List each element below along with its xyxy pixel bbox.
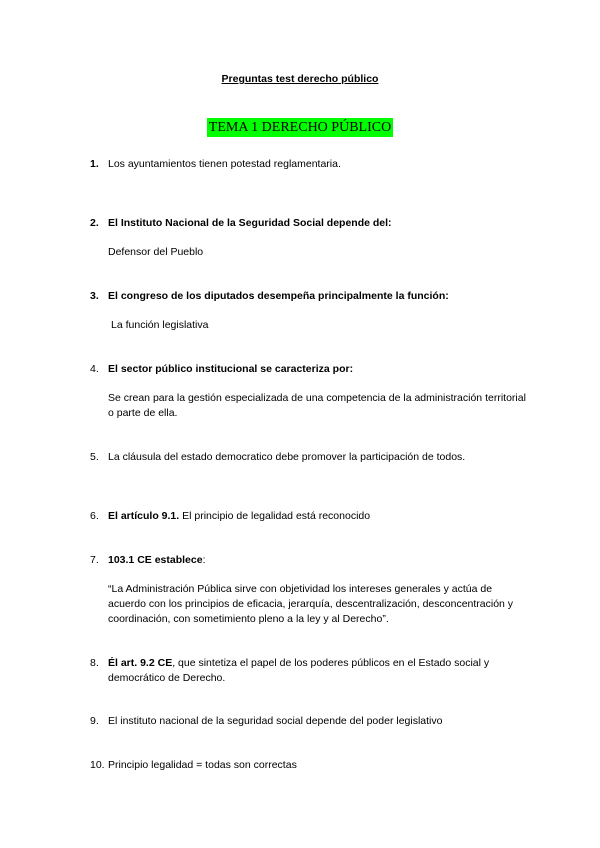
question-number: 10. — [90, 759, 105, 771]
question-text: Los ayuntamientos tienen potestad reglamentaria. — [108, 158, 341, 170]
question-rest: , que sintetiza el papel de los poderes públicos en el Estado social y democrático de Derecho. — [108, 657, 490, 684]
question-10 — [90, 758, 530, 773]
question-text — [108, 553, 530, 568]
question-number: 7. — [90, 554, 99, 566]
question-rest: : — [202, 554, 206, 566]
question-bold-part: 103.1 CE establece — [108, 554, 203, 566]
question-text: La cláusula del estado democratico debe promover la participación de todos. — [108, 451, 466, 463]
question-2 — [90, 216, 530, 231]
question-8 — [90, 656, 530, 686]
question-bold-part: Él art. 9.2 CE — [108, 657, 173, 669]
question-number: 8. — [90, 657, 99, 669]
question-6 — [90, 509, 530, 524]
question-bold-part: El artículo 9.1. — [108, 510, 180, 522]
question-1 — [90, 157, 530, 172]
topic-heading-wrap — [0, 118, 600, 137]
question-4 — [90, 362, 530, 377]
topic-heading: TEMA 1 DERECHO PÚBLICO — [208, 120, 392, 135]
question-text: El sector público institucional se caracteriza por: — [108, 363, 354, 375]
document-title: Preguntas test derecho público — [221, 73, 379, 85]
question-7 — [90, 553, 530, 568]
question-3 — [90, 289, 530, 304]
question-rest: El principio de legalidad está reconocido — [179, 510, 371, 522]
question-9 — [90, 714, 530, 729]
question-text — [108, 509, 530, 524]
question-number: 9. — [90, 715, 99, 727]
question-text: Principio legalidad = todas son correctas — [108, 759, 297, 771]
question-number: 1. — [90, 158, 99, 170]
answer-4: Se crean para la gestión especializada de una competencia de la administración territorial o parte de ella. — [108, 392, 526, 419]
question-text — [108, 656, 530, 686]
question-number: 6. — [90, 510, 99, 522]
answer-3: La función legislativa — [111, 319, 209, 331]
question-5 — [90, 450, 530, 465]
question-number: 2. — [90, 217, 99, 229]
question-number: 3. — [90, 290, 99, 302]
question-text: El instituto nacional de la seguridad social depende del poder legislativo — [108, 715, 443, 727]
question-number: 4. — [90, 363, 99, 375]
answer-2: Defensor del Pueblo — [108, 246, 204, 258]
answer-7: “La Administración Pública sirve con objetividad los intereses generales y actúa de acuerdo con los principios de eficacia, jerarquía, descentralización, desconcentración y coordinación, con sometimiento pleno a la ley y al Derecho”. — [108, 583, 514, 625]
question-text: El congreso de los diputados desempeña principalmente la función: — [108, 290, 449, 302]
question-text: El Instituto Nacional de la Seguridad Social depende del: — [108, 217, 392, 229]
question-number: 5. — [90, 451, 99, 463]
